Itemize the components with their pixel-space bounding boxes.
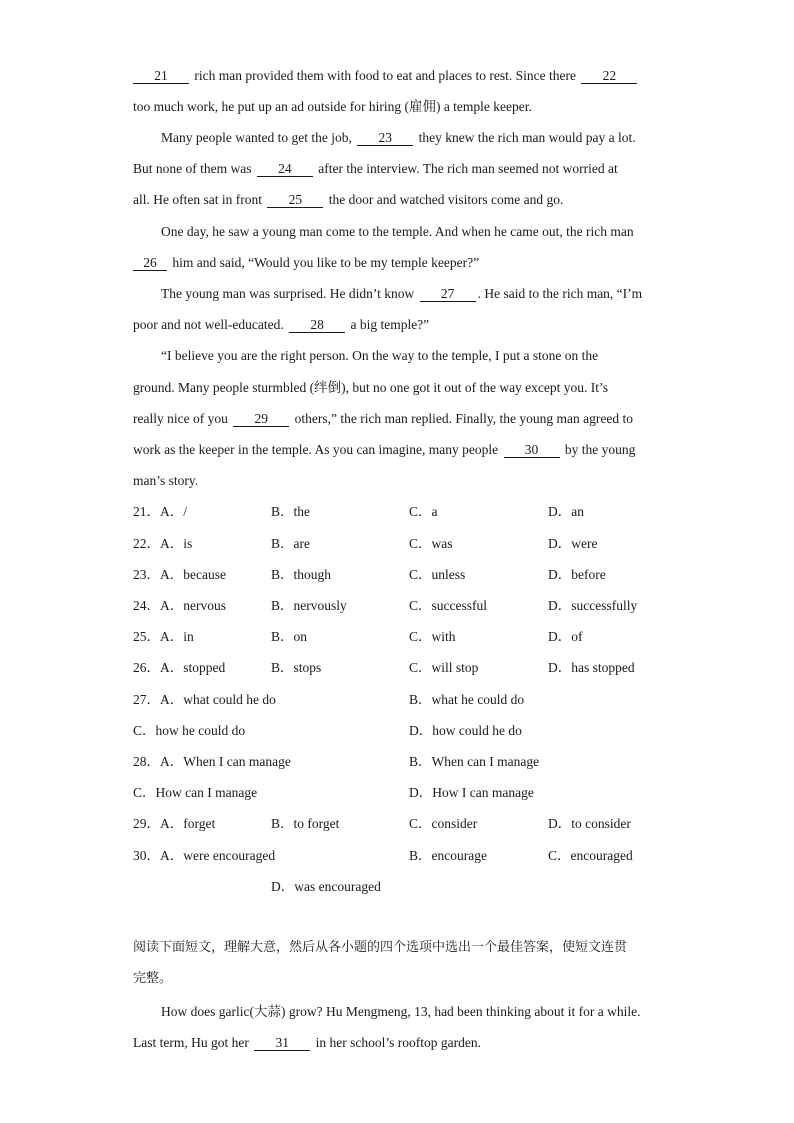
- option-a[interactable]: A．/: [160, 504, 187, 519]
- passage-text: How does garlic(大蒜) grow? Hu Mengmeng, 13, had been thinking about it for a while.: [161, 1004, 641, 1019]
- passage-text: by the young: [561, 442, 636, 457]
- option-c[interactable]: C．a: [409, 504, 438, 519]
- passage-text: poor and not well-educated.: [133, 317, 288, 332]
- option-b[interactable]: B．are: [271, 536, 310, 551]
- passage-line: [133, 97, 532, 117]
- question-number: 30．: [133, 848, 160, 863]
- option-b[interactable]: B．the: [271, 504, 310, 519]
- option-d[interactable]: D．of: [548, 629, 583, 644]
- passage-text: work as the keeper in the temple. As you can imagine, many people: [133, 442, 502, 457]
- option-c[interactable]: C．How can I manage: [133, 785, 258, 800]
- blank-27: 27: [420, 286, 476, 302]
- option-c[interactable]: C．was: [409, 536, 453, 551]
- passage-text: after the interview. The rich man seemed not worried at: [314, 161, 618, 176]
- option-c[interactable]: C．encouraged: [548, 848, 633, 863]
- passage-line: [161, 128, 636, 148]
- passage-text: him and said, “Would you like to be my temple keeper?”: [169, 255, 480, 270]
- passage-text: the door and watched visitors come and go.: [325, 192, 564, 207]
- option-b[interactable]: B．When can I manage: [409, 754, 540, 769]
- blank-26: 26: [133, 255, 167, 271]
- option-d[interactable]: D．has stopped: [548, 660, 635, 675]
- option-d[interactable]: D．were: [548, 536, 598, 551]
- option-a[interactable]: A．in: [160, 629, 194, 644]
- option-d[interactable]: D．to consider: [548, 816, 631, 831]
- option-b[interactable]: B．stops: [271, 660, 322, 675]
- section-instruction: 阅读下面短文，理解大意，然后从各小题的四个选项中选出一个最佳答案，使短文连贯: [133, 940, 628, 955]
- option-a[interactable]: A．stopped: [160, 660, 226, 675]
- passage-text: others,” the rich man replied. Finally, the young man agreed to: [291, 411, 633, 426]
- blank-30: 30: [504, 442, 560, 458]
- passage-text: The young man was surprised. He didn’t know: [161, 286, 418, 301]
- passage-text: all. He often sat in front: [133, 192, 266, 207]
- option-c[interactable]: C．successful: [409, 598, 487, 613]
- option-a[interactable]: A．forget: [160, 816, 216, 831]
- option-c[interactable]: C．consider: [409, 816, 478, 831]
- passage-text: rich man provided them with food to eat and places to rest. Since there: [191, 68, 580, 83]
- passage-line: [161, 1002, 641, 1022]
- passage-line: [133, 378, 608, 398]
- option-b[interactable]: B．nervously: [271, 598, 347, 613]
- option-d[interactable]: D．How I can manage: [409, 785, 534, 800]
- passage-line: [161, 346, 598, 366]
- question-number: 25．: [133, 629, 160, 644]
- question-number: 23．: [133, 567, 160, 582]
- passage-text: really nice of you: [133, 411, 232, 426]
- blank-29: 29: [233, 411, 289, 427]
- passage-line: [133, 159, 618, 179]
- option-b[interactable]: B．to forget: [271, 816, 340, 831]
- option-d[interactable]: D．was encouraged: [271, 879, 381, 894]
- blank-25: 25: [267, 192, 323, 208]
- passage-line: [133, 315, 429, 335]
- blank-21: 21: [133, 68, 189, 84]
- passage-text: One day, he saw a young man come to the temple. And when he came out, the rich man: [161, 224, 634, 239]
- question-number: 21．: [133, 504, 160, 519]
- option-a[interactable]: A．were encouraged: [160, 848, 276, 863]
- option-d[interactable]: D．successfully: [548, 598, 638, 613]
- option-b[interactable]: B．what he could do: [409, 692, 525, 707]
- option-b[interactable]: B．though: [271, 567, 332, 582]
- question-number: 28．: [133, 754, 160, 769]
- blank-31: 31: [254, 1035, 310, 1051]
- option-d[interactable]: D．an: [548, 504, 584, 519]
- passage-line: [161, 284, 642, 304]
- passage-text: But none of them was: [133, 161, 255, 176]
- section-instruction: 完整。: [133, 971, 173, 986]
- option-d[interactable]: D．before: [548, 567, 606, 582]
- passage-text: . He said to the rich man, “I’m: [477, 286, 643, 301]
- passage-line: [133, 66, 639, 86]
- passage-line: [133, 440, 635, 460]
- question-number: 27．: [133, 692, 160, 707]
- passage-line: [161, 222, 634, 242]
- option-a[interactable]: A．what could he do: [160, 692, 276, 707]
- option-a[interactable]: A．is: [160, 536, 193, 551]
- passage-line: [133, 253, 479, 273]
- passage-text: too much work, he put up an ad outside for hiring (雇佣) a temple keeper.: [133, 99, 532, 114]
- passage-text: in her school’s rooftop garden.: [312, 1035, 481, 1050]
- question-number: 26．: [133, 660, 160, 675]
- option-c[interactable]: C．how he could do: [133, 723, 246, 738]
- question-number: 24．: [133, 598, 160, 613]
- blank-28: 28: [289, 317, 345, 333]
- option-a[interactable]: A．When I can manage: [160, 754, 291, 769]
- option-a[interactable]: A．nervous: [160, 598, 226, 613]
- passage-line: [133, 1033, 481, 1053]
- option-a[interactable]: A．because: [160, 567, 226, 582]
- question-number: 29．: [133, 816, 160, 831]
- passage-text: “I believe you are the right person. On the way to the temple, I put a stone on the: [161, 348, 599, 363]
- passage-text: Many people wanted to get the job,: [161, 130, 356, 145]
- passage-text: Last term, Hu got her: [133, 1035, 253, 1050]
- passage-line: [133, 190, 563, 210]
- question-number: 22．: [133, 536, 160, 551]
- passage-line: [133, 471, 198, 491]
- blank-22: 22: [581, 68, 637, 84]
- blank-24: 24: [257, 161, 313, 177]
- option-b[interactable]: B．on: [271, 629, 308, 644]
- passage-text: a big temple?”: [347, 317, 430, 332]
- option-b[interactable]: B．encourage: [409, 848, 487, 863]
- option-d[interactable]: D．how could he do: [409, 723, 522, 738]
- passage-text: ground. Many people sturmbled (绊倒), but no one got it out of the way except you. It’s: [133, 380, 609, 395]
- option-c[interactable]: C．unless: [409, 567, 466, 582]
- passage-text: they knew the rich man would pay a lot.: [415, 130, 636, 145]
- blank-23: 23: [357, 130, 413, 146]
- option-c[interactable]: C．will stop: [409, 660, 479, 675]
- passage-text: man’s story.: [133, 473, 199, 488]
- option-c[interactable]: C．with: [409, 629, 456, 644]
- passage-line: [133, 409, 633, 429]
